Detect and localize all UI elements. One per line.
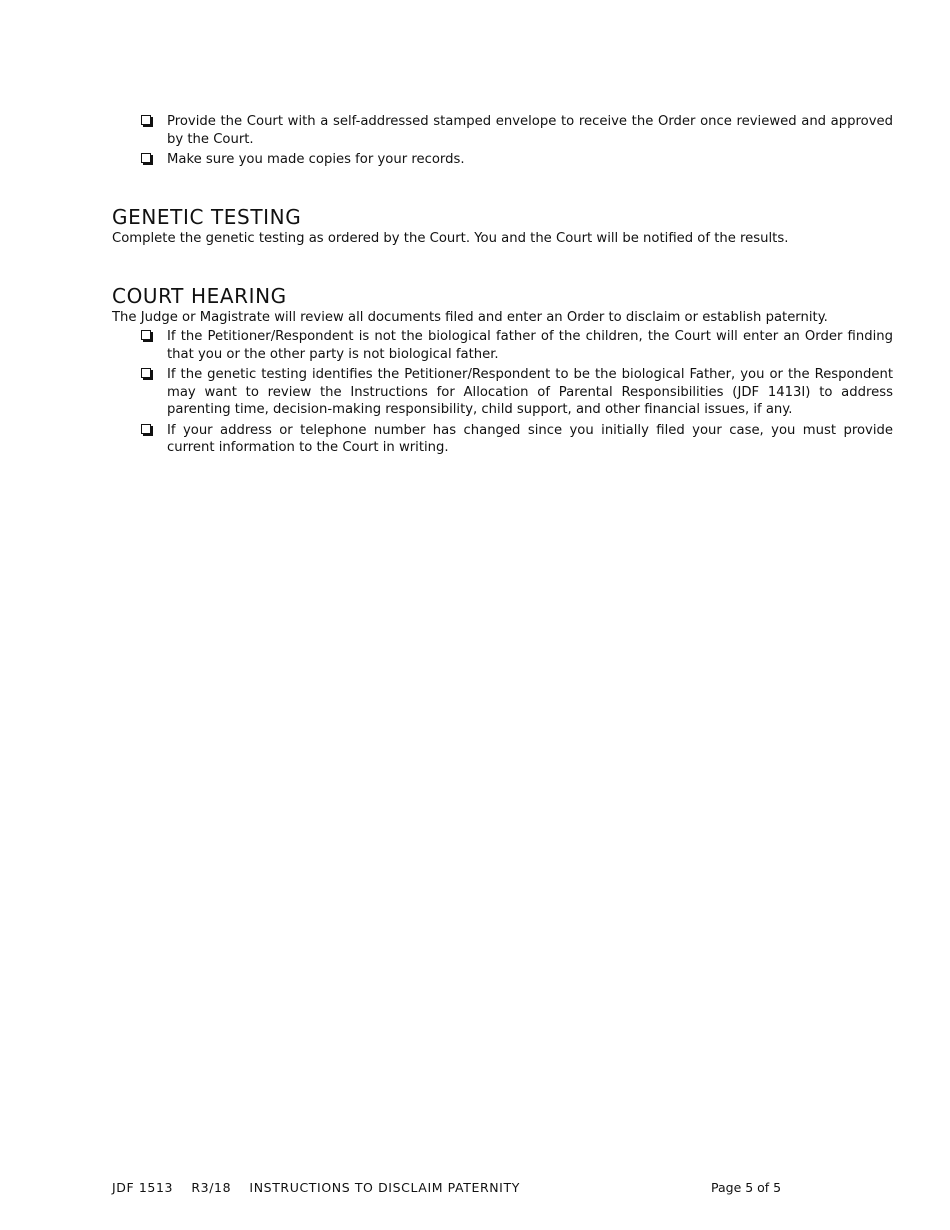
genetic-testing-text: Complete the genetic testing as ordered by the Court. You and the Court will be notified of the results. [112,231,789,246]
court-hearing-checklist [140,328,893,460]
checklist-item [140,328,893,363]
checkbox-icon [141,424,151,434]
genetic-testing-heading: GENETIC TESTING [112,205,302,229]
checklist-item [140,113,893,148]
footer-form-id: JDF 1513 R3/18 INSTRUCTIONS TO DISCLAIM PATERNITY [112,1180,520,1195]
checklist-item-text: If the Petitioner/Respondent is not the biological father of the children, the Court will enter an Order finding that you or the other party is not biological father. [167,329,893,362]
checklist-item-text: If the genetic testing identifies the Petitioner/Respondent to be the biological Father, you or the Respondent may want to review the Instructions for Allocation of Parental Responsibilities (JDF 1413I) to address parenting time, decision-making responsibility, child support, and other financial issues, if any. [167,367,893,417]
checkbox-icon [141,115,151,125]
checkbox-icon [141,368,151,378]
checklist-item [140,151,893,169]
footer-page-number: Page 5 of 5 [711,1180,782,1195]
checklist-item-text: Make sure you made copies for your records. [167,152,465,167]
checklist-item [140,422,893,457]
intro-checklist [140,113,893,172]
checklist-item-text: Provide the Court with a self-addressed stamped envelope to receive the Order once reviewed and approved by the Court. [167,114,893,147]
checklist-item-text: If your address or telephone number has changed since you initially filed your case, you must provide current information to the Court in writing. [167,422,893,455]
checkbox-icon [141,153,151,163]
court-hearing-heading: COURT HEARING [112,284,287,308]
checklist-item [140,366,893,419]
court-hearing-text: The Judge or Magistrate will review all documents filed and enter an Order to disclaim or establish paternity. [112,310,828,325]
checkbox-icon [141,330,151,340]
